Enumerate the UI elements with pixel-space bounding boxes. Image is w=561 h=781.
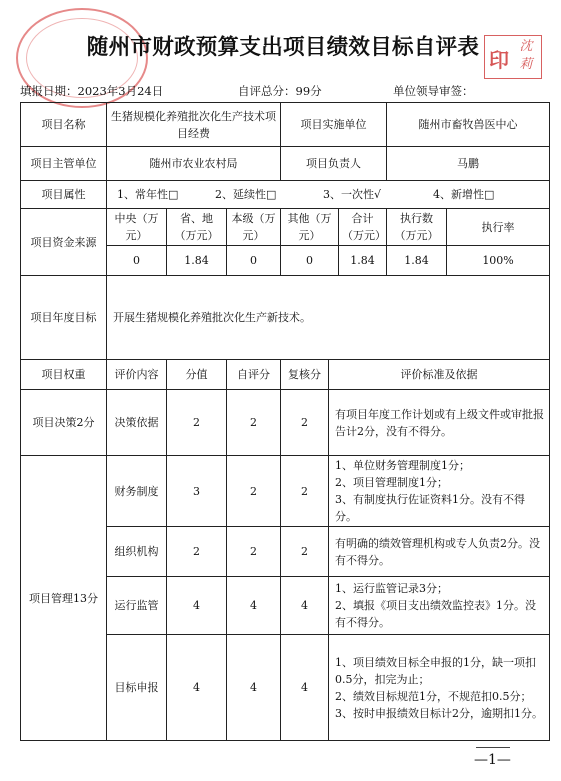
- eval-header: 评价内容: [107, 360, 167, 390]
- fund-value: 0: [227, 246, 281, 276]
- eval-score: 2: [167, 527, 227, 577]
- document-title: 随州市财政预算支出项目绩效目标自评表: [86, 35, 480, 60]
- attr-options: [107, 181, 550, 209]
- page-number: —1—: [474, 752, 511, 768]
- eval-self-score: 2: [227, 456, 281, 527]
- person-label: 项目负责人: [281, 147, 387, 181]
- fund-value: 0: [281, 246, 339, 276]
- eval-review-score: 2: [281, 456, 329, 527]
- eval-review-score: 2: [281, 527, 329, 577]
- eval-review-score: 2: [281, 390, 329, 456]
- eval-criteria: 1、单位财务管理制度1分； 2、项目管理制度1分； 3、有制度执行佐证资料1分。没有不得分。: [329, 456, 550, 527]
- fill-date: 填报日期：2023年3月24日: [20, 84, 164, 98]
- eval-content: 财务制度: [107, 456, 167, 527]
- eval-header: 评价标准及依据: [329, 360, 550, 390]
- eval-header: 复核分: [281, 360, 329, 390]
- eval-content: 运行监管: [107, 577, 167, 635]
- annual-goal: 开展生猪规模化养殖批次化生产新技术。: [107, 276, 550, 360]
- eval-self-score: 4: [227, 635, 281, 741]
- eval-review-score: 4: [281, 577, 329, 635]
- fund-header: 其他（万元）: [281, 209, 339, 246]
- eval-criteria: 1、项目绩效目标全申报的1分，缺一项扣0.5分，扣完为止； 2、绩效目标规范1分，不规范扣0.5分； 3、按时申报绩效目标计2分，逾期扣1分。: [329, 635, 550, 741]
- funds-label: 项目资金来源: [21, 209, 107, 276]
- fund-header: 省、地（万元）: [167, 209, 227, 246]
- eval-content: 目标申报: [107, 635, 167, 741]
- seal-character: 印: [489, 48, 509, 72]
- impl-unit-label: 项目实施单位: [281, 103, 387, 147]
- fund-header: 中央（万元）: [107, 209, 167, 246]
- leader-signoff: 单位领导审签：: [393, 84, 474, 98]
- project-name: 生猪规模化养殖批次化生产技术项目经费: [107, 103, 281, 147]
- fund-header: 本级（万元）: [227, 209, 281, 246]
- eval-score: 4: [167, 577, 227, 635]
- attr-option: 4、新增性□: [433, 188, 495, 201]
- attr-option: 3、一次性√: [323, 188, 382, 201]
- eval-criteria: 有明确的绩效管理机构或专人负责2分。没有不得分。: [329, 527, 550, 577]
- eval-self-score: 2: [227, 527, 281, 577]
- person: 马鹏: [387, 147, 550, 181]
- attr-option: 1、常年性□: [117, 188, 179, 201]
- supervisor-label: 项目主管单位: [21, 147, 107, 181]
- fund-value: 1.84: [167, 246, 227, 276]
- eval-criteria: 有项目年度工作计划或有上级文件或审批报告计2分，没有不得分。: [329, 390, 550, 456]
- eval-self-score: 4: [227, 577, 281, 635]
- eval-content: 决策依据: [107, 390, 167, 456]
- fund-header: 执行数（万元）: [387, 209, 447, 246]
- eval-header: 项目权重: [21, 360, 107, 390]
- fund-header: 合计（万元）: [339, 209, 387, 246]
- attr-option: 2、延续性□: [215, 188, 277, 201]
- attr-label: 项目属性: [21, 181, 107, 209]
- eval-header: 自评分: [227, 360, 281, 390]
- eval-score: 4: [167, 635, 227, 741]
- self-score: 自评总分：99分: [238, 84, 322, 98]
- eval-content: 组织机构: [107, 527, 167, 577]
- weight-decision: 项目决策2分: [21, 390, 107, 456]
- page-number-rule: [476, 747, 510, 748]
- evaluation-table: [20, 102, 550, 741]
- goal-label: 项目年度目标: [21, 276, 107, 360]
- eval-score: 2: [167, 390, 227, 456]
- eval-header: 分值: [167, 360, 227, 390]
- fund-value: 100%: [447, 246, 550, 276]
- handwritten-signature: 沈 莉: [519, 39, 533, 72]
- eval-criteria: 1、运行监管记录3分； 2、填报《项目支出绩效监控表》1分。没有不得分。: [329, 577, 550, 635]
- eval-review-score: 4: [281, 635, 329, 741]
- eval-score: 3: [167, 456, 227, 527]
- eval-self-score: 2: [227, 390, 281, 456]
- fund-value: 1.84: [387, 246, 447, 276]
- project-name-label: 项目名称: [21, 103, 107, 147]
- fund-header: 执行率: [447, 209, 550, 246]
- weight-management: 项目管理13分: [21, 456, 107, 741]
- fund-value: 1.84: [339, 246, 387, 276]
- fund-value: 0: [107, 246, 167, 276]
- supervisor: 随州市农业农村局: [107, 147, 281, 181]
- impl-unit: 随州市畜牧兽医中心: [387, 103, 550, 147]
